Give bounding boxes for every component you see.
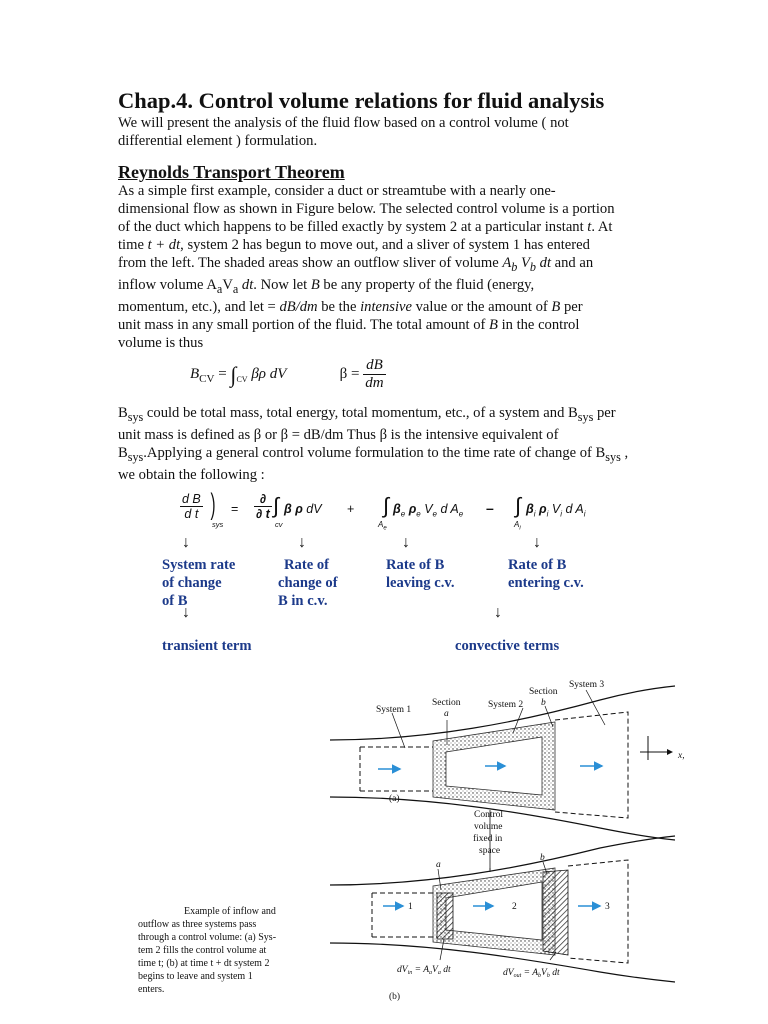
svg-text:space: space (479, 846, 501, 856)
intro-paragraph: We will present the analysis of the fluid flow based on a control volume ( not differential element ) formulation. (118, 115, 569, 149)
label-transient-term: transient term (162, 638, 252, 654)
svg-text:1: 1 (408, 902, 413, 912)
svg-text:b: b (540, 853, 545, 863)
equation-rtt: d B d t ) sys = ∂ ∂ t ∫ cv β ρ dV + ∫ $A_e$ $\beta_e$ $\rho_e$ $V_e$ d $A_e$ – ∫ $A_i$ $\beta_i$ $\rho_i$ $V_i$ d $A_i$ (182, 488, 586, 532)
label-system-3: System 3 (569, 680, 605, 690)
svg-text:2: 2 (512, 902, 517, 912)
svg-text:b: b (541, 698, 546, 708)
figure-caption: Example of inflow and outflow as three systems pass through a control volume: (a) Sys- tem 2 fills the control volume at time t; (b) at time t + dt system 2 begins to leave and system 1 enters. (138, 906, 277, 995)
arrow-down-icon: ↓ (298, 534, 306, 551)
label-system-1: System 1 (376, 705, 412, 715)
svg-text:fixed in: fixed in (473, 834, 503, 844)
label-system-2: System 2 (488, 700, 524, 710)
label-system-rate: System rate of change of B (162, 557, 236, 609)
arrow-down-icon: ↓ (494, 604, 502, 621)
label-rate-entering: Rate of B entering c.v. (508, 557, 584, 591)
label-part-a: (a) (389, 794, 400, 804)
svg-text:a: a (444, 709, 449, 719)
body-paragraph-2: $B_{sys}$ could be total mass, total energy, total momentum, etc., of a system and $B_{sys}$ per unit mass is defined as β or β = dB/dm Thus β is the intensive equivalent of $B_{sys}.Applying$ a general control volume formulation to the time rate of change of $B_{sys}$ , we obtain the following : (118, 405, 629, 483)
page-title: Chap.4. Control volume relations for fluid analysis (118, 88, 605, 113)
label-section-a: Section (432, 698, 461, 708)
label-section-b: Section (529, 687, 558, 697)
svg-text:a: a (436, 860, 441, 870)
arrow-down-icon: ↓ (182, 604, 190, 621)
svg-text:3: 3 (605, 902, 610, 912)
svg-text:dVin = AaVa dt: $dV_{in} = A_aV_a$ dt (397, 965, 451, 976)
svg-text:dVout = AbVb dt: $dV_{out} = A_bV_b$ dt (503, 968, 560, 979)
label-convective-terms: convective terms (455, 638, 560, 654)
body-paragraph-1: As a simple first example, consider a duct or streamtube with a nearly one- dimensional flow as shown in Figure below. The selected control volume is a portion of the duct which happens to be filled exactly by system 2 at a particular instant t. At time t + dt, system 2 has begun to move out, and a sliver of system 1 has entered from the left. The shaded areas show an outflow sliver of volume $A_b$ $V_b$ dt and an inflow volume $A_aV_a$ dt. Now let B be any property of the fluid (energy, momentum, etc.), and let = dB/dm be the intensive value or the amount of B per unit mass in any small portion of the fluid. The total amount of B in the control volume is thus (118, 183, 615, 351)
equation-bcv: $B_{CV} = \int_{CV}$ βρ dV β = $\frac{dB}{dm}$ (190, 357, 384, 391)
svg-text:volume: volume (474, 822, 503, 832)
section-heading: Reynolds Transport Theorem (118, 162, 345, 182)
svg-text:Control: Control (474, 810, 504, 820)
label-rate-leaving: Rate of B leaving c.v. (386, 557, 455, 591)
svg-text:x,: x, (678, 751, 685, 761)
arrow-down-icon: ↓ (182, 534, 190, 551)
label-part-b: (b) (389, 992, 401, 1002)
arrow-down-icon: ↓ (533, 534, 541, 551)
arrow-down-icon: ↓ (402, 534, 410, 551)
label-rate-of-change: Rate of change of B in c.v. (278, 557, 338, 609)
